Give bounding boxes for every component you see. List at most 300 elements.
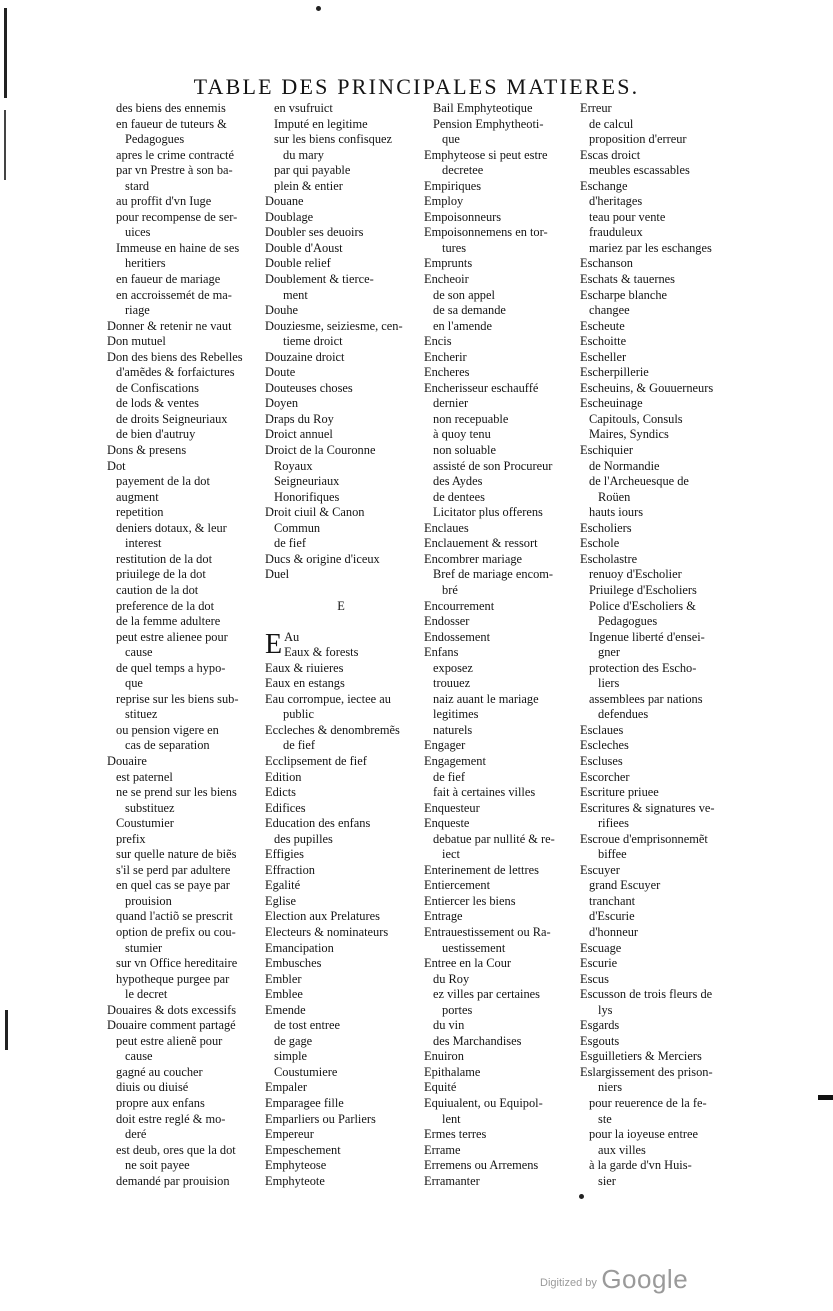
entry-text: stard: [125, 178, 150, 193]
index-entry: [107, 925, 262, 941]
index-entry: [580, 536, 732, 552]
entry-text: Escus: [580, 971, 609, 986]
entry-text: sur vn Office hereditaire: [116, 956, 238, 971]
entry-text: Escholiers: [580, 520, 632, 535]
entry-text: Enterinement de lettres: [424, 862, 539, 877]
index-entry: [580, 521, 732, 537]
index-entry: [424, 427, 579, 443]
index-entry: [424, 941, 579, 957]
entry-text: Endossement: [424, 629, 491, 644]
entry-text: Entiercement: [424, 878, 491, 893]
index-entry: [107, 194, 262, 210]
index-entry: [580, 1143, 732, 1159]
index-entry: [424, 288, 579, 304]
drop-cap: E: [265, 628, 283, 660]
entry-text: restitution de la dot: [116, 551, 213, 566]
index-entry: [580, 1049, 732, 1065]
index-entry: [107, 225, 262, 241]
index-entry: [580, 256, 732, 272]
entry-text: Entrage: [424, 909, 463, 924]
entry-text: de gage: [274, 1033, 313, 1048]
entry-text: ou pension vigere en: [116, 722, 219, 737]
index-entry: [265, 661, 417, 677]
entry-text: renuoy d'Escholier: [589, 567, 682, 582]
entry-text: Engagement: [424, 753, 486, 768]
index-entry: [424, 474, 579, 490]
index-entry: [265, 256, 417, 272]
entry-text: decretee: [442, 163, 484, 178]
index-entry: [424, 1018, 579, 1034]
entry-text: Esguilletiers & Merciers: [580, 1049, 702, 1064]
entry-text: doit estre reglé & mo-: [116, 1111, 226, 1126]
entry-text: Egalité: [265, 878, 301, 893]
index-entry: [424, 878, 579, 894]
entry-text: Election aux Prelatures: [265, 909, 380, 924]
google-logo: Google: [601, 1264, 689, 1294]
entry-text: Escheute: [580, 318, 625, 333]
entry-text: Licitator plus offerens: [433, 505, 543, 520]
entry-text: Erreur: [580, 101, 612, 115]
index-entry: [580, 210, 732, 226]
section-letter: [265, 599, 417, 615]
entry-text: tures: [442, 240, 467, 255]
index-entry: [265, 148, 417, 164]
entry-text: Dons & presens: [107, 443, 187, 458]
entry-text: Encourrement: [424, 598, 495, 613]
entry-text: riage: [125, 303, 150, 318]
index-entry: [265, 1049, 417, 1065]
entry-text: Dot: [107, 458, 126, 473]
entry-text: Emparliers ou Parliers: [265, 1111, 376, 1126]
index-entry: [424, 163, 579, 179]
index-entry: [107, 132, 262, 148]
index-entry: [107, 909, 262, 925]
index-entry: [424, 847, 579, 863]
index-entry: [265, 941, 417, 957]
index-entry: [424, 1034, 579, 1050]
index-entry: [107, 1034, 262, 1050]
index-entry: [265, 801, 417, 817]
index-entry: [265, 956, 417, 972]
entry-text: Double relief: [265, 256, 331, 271]
entry-text: Escusson de trois fleurs de: [580, 987, 713, 1002]
index-entry: [107, 847, 262, 863]
entry-text: Pedagogues: [598, 614, 658, 629]
index-entry: [580, 319, 732, 335]
index-entry: [424, 1065, 579, 1081]
index-entry: [580, 599, 732, 615]
index-entry: [265, 319, 417, 335]
index-entry: [424, 770, 579, 786]
entry-text: Escheuins, & Gouuerneurs: [580, 380, 714, 395]
index-entry: [424, 505, 579, 521]
entry-text: Douaire: [107, 753, 147, 768]
entry-text: rifiees: [598, 816, 629, 831]
index-entry: [580, 1080, 732, 1096]
entry-text: de fief: [274, 536, 306, 551]
index-entry: [107, 350, 262, 366]
entry-text: Coustumiere: [274, 1064, 338, 1079]
index-entry: [580, 956, 732, 972]
entry-text: au proffit d'vn Iuge: [116, 194, 212, 209]
entry-text: option de prefix ou cou-: [116, 924, 236, 939]
entry-text: Emphyteote: [265, 1173, 325, 1188]
index-entry: [265, 894, 417, 910]
index-entry: [580, 194, 732, 210]
index-entry: [580, 225, 732, 241]
entry-text: Emende: [265, 1002, 306, 1017]
entry-text: Priuilege d'Escholiers: [589, 582, 697, 597]
entry-text: tranchant: [589, 893, 636, 908]
entry-text: legitimes: [433, 707, 479, 722]
entry-text: Escurie: [580, 956, 618, 971]
ink-dot: [579, 1194, 584, 1199]
index-entry: [265, 738, 417, 754]
entry-text: de son appel: [433, 287, 495, 302]
index-entry: [580, 163, 732, 179]
index-entry: [265, 692, 417, 708]
index-entry: [107, 723, 262, 739]
entry-text: Police d'Escholiers &: [589, 598, 696, 613]
entry-text: des biens des ennemis: [116, 101, 226, 115]
entry-text: Escas droict: [580, 147, 641, 162]
index-entry: [580, 474, 732, 490]
entry-text: demandé par prouision: [116, 1173, 230, 1188]
index-entry: [107, 365, 262, 381]
index-entry: [424, 210, 579, 226]
entry-text: payement de la dot: [116, 474, 210, 489]
index-entry: [265, 754, 417, 770]
entry-text: Eau corrompue, iectee au: [265, 691, 391, 706]
entry-text: grand Escuyer: [589, 878, 661, 893]
index-entry: [580, 770, 732, 786]
entry-text: Epithalame: [424, 1064, 481, 1079]
index-entry: [107, 863, 262, 879]
entry-text: tieme droict: [283, 334, 343, 349]
entry-text: par qui payable: [274, 163, 351, 178]
index-entry: [107, 474, 262, 490]
index-entry: [107, 101, 262, 117]
entry-text: Escriture priuee: [580, 785, 659, 800]
entry-text: non recepuable: [433, 411, 509, 426]
entry-text: Duel: [265, 567, 290, 582]
entry-text: Entrauestissement ou Ra-: [424, 924, 551, 939]
index-entry: [107, 754, 262, 770]
index-entry: [580, 288, 732, 304]
entry-text: sier: [598, 1173, 616, 1188]
index-entry: [580, 241, 732, 257]
index-entry: [424, 692, 579, 708]
index-entry: [424, 490, 579, 506]
entry-text: Eglise: [265, 893, 296, 908]
index-entry: [424, 1158, 579, 1174]
index-entry: [580, 894, 732, 910]
index-entry: [580, 630, 732, 646]
entry-text: cause: [125, 645, 153, 660]
index-entry: [580, 987, 732, 1003]
index-entry: [107, 1174, 262, 1190]
index-entry: [424, 412, 579, 428]
index-entry: [265, 474, 417, 490]
index-entry: [107, 567, 262, 583]
index-entry: [424, 801, 579, 817]
index-entry: [580, 132, 732, 148]
index-entry: [107, 894, 262, 910]
index-entry: [580, 754, 732, 770]
entry-text: est paternel: [116, 769, 173, 784]
entry-text: Eschiquier: [580, 443, 633, 458]
index-entry: [265, 163, 417, 179]
entry-text: gner: [598, 645, 621, 660]
index-entry: [580, 303, 732, 319]
index-entry: [265, 412, 417, 428]
entry-text: Ermes terres: [424, 1127, 487, 1142]
index-entry: [580, 1158, 732, 1174]
index-entry: [424, 1049, 579, 1065]
index-entry: [107, 676, 262, 692]
entry-text: ez villes par certaines: [433, 987, 540, 1002]
index-entry: [424, 148, 579, 164]
entry-text: Eschole: [580, 536, 620, 551]
index-entry: [424, 630, 579, 646]
entry-text: assemblees par nations: [589, 691, 703, 706]
entry-text: Douzaine droict: [265, 349, 345, 364]
entry-text: par vn Prestre à son ba-: [116, 163, 233, 178]
index-entry: [580, 972, 732, 988]
index-entry: [265, 490, 417, 506]
entry-text: preference de la dot: [116, 598, 215, 613]
index-entry: [580, 396, 732, 412]
entry-text: d'amẽdes & forfaictures: [116, 365, 235, 380]
entry-text: meubles escassables: [589, 163, 690, 178]
index-entry: [265, 1112, 417, 1128]
entry-text: du Roy: [433, 971, 470, 986]
index-entry: [424, 816, 579, 832]
index-entry: [424, 1080, 579, 1096]
entry-text: Escheuinage: [580, 396, 643, 411]
index-entry: [580, 490, 732, 506]
entry-text: uestissement: [442, 940, 506, 955]
entry-text: Escluses: [580, 753, 623, 768]
index-entry: [265, 567, 417, 583]
entry-text: Erramanter: [424, 1173, 480, 1188]
entry-text: à quoy tenu: [433, 427, 491, 442]
index-entry: [265, 101, 417, 117]
index-entry: [424, 676, 579, 692]
entry-text: en l'amende: [433, 318, 492, 333]
entry-text: en vsufruict: [274, 101, 333, 115]
index-entry: [580, 583, 732, 599]
entry-text: Escroue d'emprisonnemẽt: [580, 831, 708, 846]
index-entry: [424, 863, 579, 879]
index-entry: [107, 816, 262, 832]
index-entry: [580, 365, 732, 381]
index-entry: [265, 847, 417, 863]
entry-text: pour la ioyeuse entree: [589, 1127, 699, 1142]
index-entry: [265, 179, 417, 195]
index-entry: [424, 334, 579, 350]
index-entry: [424, 832, 579, 848]
entry-text: Imputé en legitime: [274, 116, 368, 131]
entry-text: niers: [598, 1080, 623, 1095]
index-entry: [424, 179, 579, 195]
index-entry: [424, 1143, 579, 1159]
entry-text: cas de separation: [125, 738, 210, 753]
index-entry: [107, 1112, 262, 1128]
index-entry: [424, 536, 579, 552]
entry-text: Encombrer mariage: [424, 551, 523, 566]
index-entry: [265, 381, 417, 397]
entry-text: Erremens ou Arremens: [424, 1158, 539, 1173]
entry-text: simple: [274, 1049, 308, 1064]
index-entry: [424, 365, 579, 381]
index-entry: [265, 1158, 417, 1174]
entry-text: Empaler: [265, 1080, 307, 1095]
entry-text: pour reuerence de la fe-: [589, 1096, 707, 1110]
entry-text: en faueur de mariage: [116, 272, 221, 287]
index-entry: [265, 1080, 417, 1096]
index-entry: [265, 521, 417, 537]
index-entry: [107, 630, 262, 646]
entry-text: Draps du Roy: [265, 411, 334, 426]
index-entry: [580, 1034, 732, 1050]
index-entry: [107, 956, 262, 972]
index-entry: [580, 179, 732, 195]
entry-text: de lods & ventes: [116, 396, 199, 411]
index-entry: [265, 194, 417, 210]
entry-text: stumier: [125, 940, 163, 955]
entry-text: de l'Archeuesque de: [589, 474, 689, 489]
index-entry: [580, 148, 732, 164]
index-entry: [265, 832, 417, 848]
index-entry: [107, 707, 262, 723]
index-entry: [580, 832, 732, 848]
entry-text: augment: [116, 489, 159, 504]
entry-text: Doublage: [265, 209, 314, 224]
entry-text: apres le crime contracté: [116, 147, 234, 162]
index-entry: [107, 319, 262, 335]
entry-text: Emancipation: [265, 940, 334, 955]
entry-text: quand l'actiõ se prescrit: [116, 909, 233, 924]
entry-text: deniers dotaux, & leur: [116, 520, 227, 535]
entry-text: Empoisonneurs: [424, 209, 502, 224]
index-entry: [424, 785, 579, 801]
index-entry: [265, 303, 417, 319]
index-entry: [107, 427, 262, 443]
entry-text: Doyen: [265, 396, 299, 411]
entry-text: d'heritages: [589, 194, 643, 209]
index-entry: [107, 987, 262, 1003]
entry-text: Bref de mariage encom-: [433, 567, 554, 582]
entry-text: peut estre alienẽ pour: [116, 1033, 223, 1048]
index-entry: [265, 459, 417, 475]
entry-text: Eschats & tauernes: [580, 272, 675, 287]
index-entry: [424, 256, 579, 272]
index-entry: [424, 661, 579, 677]
entry-text: de fief: [283, 738, 315, 753]
index-entry: [580, 1127, 732, 1143]
index-entry: [107, 1065, 262, 1081]
entry-text: uices: [125, 225, 151, 240]
index-entry: [424, 987, 579, 1003]
index-entry: [580, 1018, 732, 1034]
entry-text: Au: [284, 629, 300, 644]
index-entry: [580, 707, 732, 723]
entry-text: ste: [598, 1111, 612, 1126]
index-entry: [107, 163, 262, 179]
entry-text: Escheller: [580, 349, 627, 364]
entry-text: de Confiscations: [116, 380, 199, 395]
entry-text: Capitouls, Consuls: [589, 411, 683, 426]
entry-text: de quel temps a hypo-: [116, 660, 226, 675]
entry-text: frauduleux: [589, 225, 643, 240]
index-entry: [265, 272, 417, 288]
index-entry: [265, 878, 417, 894]
index-entry: [580, 101, 732, 117]
index-entry: [580, 567, 732, 583]
index-entry: [265, 1034, 417, 1050]
entry-text: Effraction: [265, 862, 315, 877]
entry-text: Escorcher: [580, 769, 630, 784]
entry-text: Empereur: [265, 1127, 314, 1142]
entry-text: du mary: [283, 147, 324, 162]
entry-text: Equiualent, ou Equipol-: [424, 1096, 543, 1110]
entry-text: Commun: [274, 520, 321, 535]
index-entry: [265, 552, 417, 568]
entry-text: Roüen: [598, 489, 631, 504]
entry-text: est deub, ores que la dot: [116, 1142, 236, 1157]
index-entry: [107, 288, 262, 304]
index-entry: [107, 148, 262, 164]
index-entry: [265, 225, 417, 241]
entry-text: Enqueste: [424, 816, 470, 831]
entry-text: Doublement & tierce-: [265, 272, 374, 287]
index-entry: [107, 599, 262, 615]
entry-text: Esgouts: [580, 1033, 620, 1048]
index-entry: [580, 723, 732, 739]
index-entry: [107, 210, 262, 226]
index-entry: [265, 241, 417, 257]
entry-text: Enclaues: [424, 520, 469, 535]
index-entry: [265, 1127, 417, 1143]
entry-text: prefix: [116, 831, 146, 846]
entry-text: assisté de son Procureur: [433, 458, 553, 473]
index-entry: [424, 443, 579, 459]
index-entry: [580, 801, 732, 817]
entry-text: Double d'Aoust: [265, 240, 343, 255]
entry-text: que: [125, 676, 143, 691]
index-entry: [107, 1080, 262, 1096]
index-entry: [265, 536, 417, 552]
entry-text: plein & entier: [274, 178, 343, 193]
entry-text: Employ: [424, 194, 464, 209]
entry-text: Esgards: [580, 1018, 620, 1033]
index-entry: [580, 692, 732, 708]
entry-text: hypotheque purgee par: [116, 971, 230, 986]
entry-text: dernier: [433, 396, 469, 411]
entry-text: à la garde d'vn Huis-: [589, 1158, 692, 1173]
index-entry: [107, 412, 262, 428]
index-entry: [424, 459, 579, 475]
index-entry: [424, 132, 579, 148]
entry-text: Bail Emphyteotique: [433, 101, 533, 115]
index-entry: [580, 847, 732, 863]
entry-text: iect: [442, 847, 460, 862]
index-entry: [107, 443, 262, 459]
entry-text: sur les biens confisquez: [274, 132, 393, 147]
entry-text: lys: [598, 1002, 613, 1017]
entry-text: Ducs & origine d'iceux: [265, 551, 380, 566]
